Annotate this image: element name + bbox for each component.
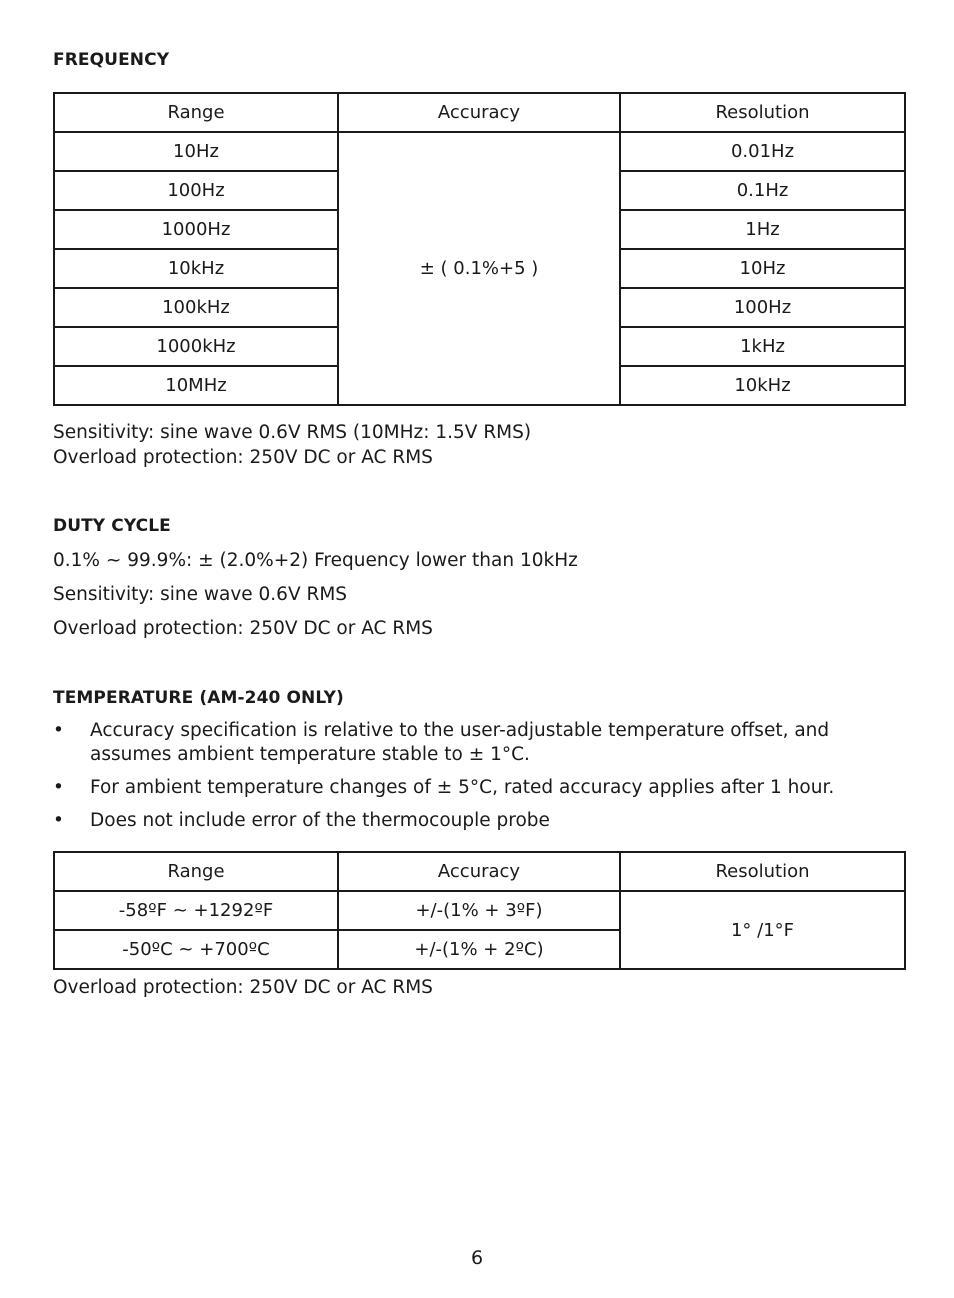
bullet-text: For ambient temperature changes of ± 5°C, rated accuracy applies after 1 hour. <box>90 777 835 798</box>
column-header-range: Range <box>54 852 338 891</box>
temperature-overload-note: Overload protection: 250V DC or AC RMS <box>53 977 433 998</box>
duty-cycle-sensitivity-line: Sensitivity: sine wave 0.6V RMS <box>53 584 348 605</box>
temperature-heading: TEMPERATURE (AM-240 ONLY) <box>53 688 344 708</box>
accuracy-cell: +/-(1% + 3ºF) <box>338 891 620 930</box>
range-cell: 1000Hz <box>54 210 338 249</box>
resolution-cell: 100Hz <box>620 288 905 327</box>
list-item <box>53 809 873 833</box>
resolution-cell: 1° /1°F <box>620 891 905 969</box>
resolution-cell: 1Hz <box>620 210 905 249</box>
table-header-row <box>54 93 905 132</box>
duty-cycle-overload-line: Overload protection: 250V DC or AC RMS <box>53 618 433 639</box>
accuracy-cell: +/-(1% + 2ºC) <box>338 930 620 969</box>
range-cell: 100kHz <box>54 288 338 327</box>
column-header-resolution: Resolution <box>620 852 905 891</box>
frequency-overload-note: Overload protection: 250V DC or AC RMS <box>53 447 433 468</box>
range-cell: 10kHz <box>54 249 338 288</box>
duty-cycle-accuracy-line: 0.1% ~ 99.9%: ± (2.0%+2) Frequency lower than 10kHz <box>53 550 578 571</box>
table-row <box>54 891 905 930</box>
bullet-icon: • <box>53 720 64 741</box>
list-item <box>53 719 873 767</box>
range-cell: 10Hz <box>54 132 338 171</box>
temperature-bullet-list <box>53 719 873 842</box>
column-header-accuracy: Accuracy <box>338 852 620 891</box>
page-number: 6 <box>470 1247 484 1269</box>
resolution-cell: 10Hz <box>620 249 905 288</box>
range-cell: 10MHz <box>54 366 338 405</box>
duty-cycle-heading: DUTY CYCLE <box>53 516 171 536</box>
bullet-text: Does not include error of the thermocouple probe <box>90 810 550 831</box>
bullet-icon: • <box>53 810 64 831</box>
list-item <box>53 776 873 800</box>
column-header-resolution: Resolution <box>620 93 905 132</box>
range-cell: 1000kHz <box>54 327 338 366</box>
bullet-icon: • <box>53 777 64 798</box>
resolution-cell: 1kHz <box>620 327 905 366</box>
table-header-row <box>54 852 905 891</box>
range-cell: -58ºF ~ +1292ºF <box>54 891 338 930</box>
resolution-cell: 10kHz <box>620 366 905 405</box>
temperature-table <box>53 851 906 970</box>
accuracy-cell: ± ( 0.1%+5 ) <box>338 132 620 405</box>
range-cell: -50ºC ~ +700ºC <box>54 930 338 969</box>
column-header-accuracy: Accuracy <box>338 93 620 132</box>
column-header-range: Range <box>54 93 338 132</box>
frequency-table <box>53 92 906 406</box>
resolution-cell: 0.01Hz <box>620 132 905 171</box>
resolution-cell: 0.1Hz <box>620 171 905 210</box>
table-row <box>54 132 905 171</box>
bullet-text: Accuracy specification is relative to the user-adjustable temperature offset, and assumes ambient temperature stable to ± 1°C. <box>90 720 830 765</box>
range-cell: 100Hz <box>54 171 338 210</box>
frequency-heading: FREQUENCY <box>53 50 170 70</box>
frequency-sensitivity-note: Sensitivity: sine wave 0.6V RMS (10MHz: 1.5V RMS) <box>53 422 532 443</box>
